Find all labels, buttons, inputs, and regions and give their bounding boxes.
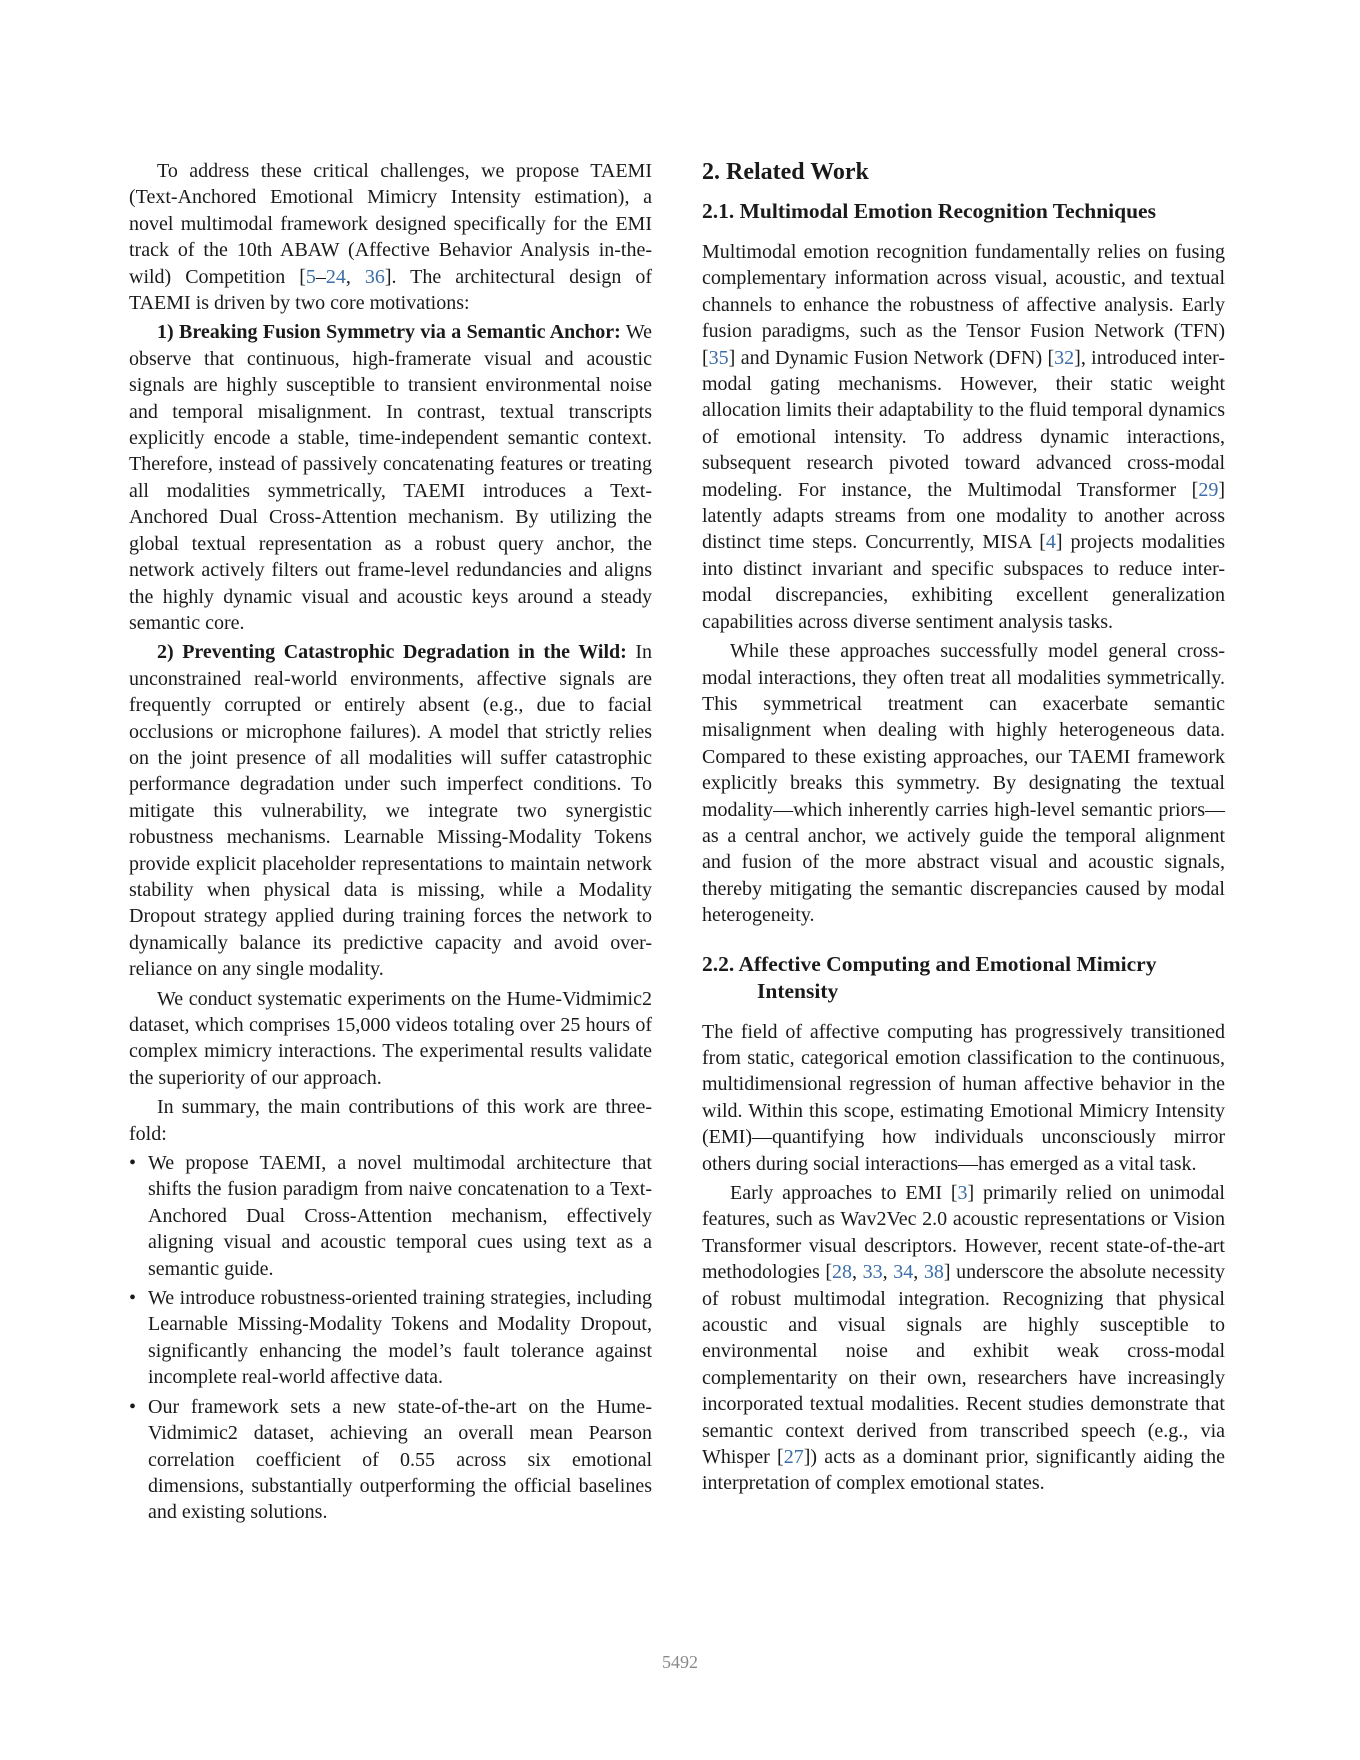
text: ], introduced inter-modal gating mechanisms. However, their static weight allocation limits their adaptability to the fluid temporal dynamics of emotional intensity. To address dynamic interactions, subsequent research pivoted toward advanced cross-modal modeling. For instance, the Multimodal Transformer [ <box>702 346 1225 501</box>
text: To address these critical challenges, we propose TAEMI (Text-Anchored Emotional Mimicry Intensity estimation), a novel multimodal framework designed specifically for the EMI track of the 10th ABAW (Affective Behavior Analysis in-the-wild) Competition [ <box>129 160 652 288</box>
right-column <box>702 158 1225 1497</box>
citation-link[interactable]: 5 <box>305 265 316 288</box>
motivation-1-heading: 1) Breaking Fusion Symmetry via a Semantic Anchor: <box>157 321 621 344</box>
text: ] underscore the absolute necessity of robust multimodal integration. Recognizing that physical acoustic and visual signals are highly susceptible to environmental noise and exhibit weak cross-modal complementarity on their own, researchers have increasingly incorporated textual modalities. Recent studies demonstrate that semantic context derived from transcribed speech (e.g., via Whisper [ <box>702 1261 1226 1469</box>
list-item <box>129 1394 652 1526</box>
text: We observe that continuous, high-framerate visual and acoustic signals are highly susceptible to transient environmental noise and temporal misalignment. In contrast, textual transcripts explicitly encode a stable, time-independent semantic context. Therefore, instead of passively concatenating features or treating all modalities symmetrically, TAEMI introduces a Text-Anchored Dual Cross-Attention mechanism. By utilizing the global textual representation as a robust query anchor, the network actively filters out frame-level redundancies and aligns the highly dynamic visual and acoustic keys around a steady semantic core. <box>129 321 652 634</box>
section-heading: 2. Related Work <box>702 159 869 185</box>
motivation-2-heading: 2) Preventing Catastrophic Degradation in the Wild: <box>157 641 627 664</box>
contributions-list <box>129 1150 652 1526</box>
text: , <box>345 265 365 288</box>
text: Multimodal emotion recognition fundamentally relies on fusing complementary information across visual, acoustic, and textual channels to enhance the robustness of affective analysis. Early fusion paradigms, such as the Tensor Fusion Network (TFN) [ <box>702 241 1225 369</box>
symmetry-paragraph: While these approaches successfully model general cross-modal interactions, they often treat all modalities symmetrically. This symmetrical treatment can exacerbate semantic misalignment when dealing with highly heterogeneous data. Compared to these existing approaches, our TAEMI framework explicitly breaks this symmetry. By designating the textual modality—which inherently carries high-level semantic priors—as a central anchor, we actively guide the temporal alignment and fusion of the more abstract visual and acoustic signals, thereby mitigating the semantic discrepancies caused by modal heterogeneity. <box>702 640 1225 927</box>
intro-paragraph <box>129 158 652 316</box>
citation-link[interactable]: 33 <box>862 1261 883 1284</box>
citation-link[interactable]: 29 <box>1198 478 1219 501</box>
citation-link[interactable]: 36 <box>364 265 385 288</box>
citation-link[interactable]: 4 <box>1045 531 1056 554</box>
emi-approaches-paragraph <box>702 1180 1225 1497</box>
text: ] projects modalities into distinct invariant and specific subspaces to reduce inter-modal discrepancies, exhibiting excellent generalization capabilities across diverse sentiment analysis tasks. <box>702 531 1225 633</box>
experiments-paragraph: We conduct systematic experiments on the Hume-Vidmimic2 dataset, which comprises 15,000 videos totaling over 25 hours of complex mimicry interactions. The experimental results validate the superiority of our approach. <box>129 987 652 1089</box>
subsection-heading: 2.1. Multimodal Emotion Recognition Techniques <box>702 199 1156 223</box>
text: ] latently adapts streams from one modality to another across distinct time steps. Concurrently, MISA [ <box>702 478 1225 554</box>
citation-link[interactable]: 38 <box>923 1261 944 1284</box>
subsection-heading: 2.2. Affective Computing and Emotional Mimicry Intensity <box>702 951 1157 1003</box>
bullet-icon: • <box>129 1395 137 1418</box>
text: We introduce robustness-oriented training strategies, including Learnable Missing-Modality Tokens and Modality Dropout, significantly enhancing the model’s fault tolerance against incomplete real-world affective data. <box>148 1287 652 1389</box>
text: Our framework sets a new state-of-the-art on the Hume-Vidmimic2 dataset, achieving an overall mean Pearson correlation coefficient of 0.55 across six emotional dimensions, substantially outperforming the official baselines and existing solutions. <box>148 1395 652 1524</box>
affective-computing-paragraph: The field of affective computing has progressively transitioned from static, categorical emotion classification to the continuous, multidimensional regression of human affective behavior in the wild. Within this scope, estimating Emotional Mimicry Intensity (EMI)—quantifying how individuals unconsciously mirror others during social interactions—has emerged as a vital task. <box>702 1020 1225 1175</box>
text: , <box>913 1261 924 1284</box>
text: ] and Dynamic Fusion Network (DFN) [ <box>728 346 1055 369</box>
text: ] primarily relied on unimodal features, such as Wav2Vec 2.0 acoustic representations or Vision Transformer visual descriptors. However, recent state-of-the-art methodologies [ <box>702 1182 1225 1284</box>
citation-link[interactable]: 32 <box>1054 346 1075 369</box>
text: In unconstrained real-world environments, affective signals are frequently corrupted or entirely absent (e.g., due to facial occlusions or microphone failures). A model that strictly relies on the joint presence of all modalities will suffer catastrophic performance degradation under such imperfect conditions. To mitigate this vulnerability, we integrate two synergistic robustness mechanisms. Learnable Missing-Modality Tokens provide explicit placeholder representations to maintain network stability when physical data is missing, while a Modality Dropout strategy applied during training forces the network to dynamically balance its predictive capacity and avoid over-reliance on any single modality. <box>129 641 652 981</box>
citation-link[interactable]: 35 <box>708 346 729 369</box>
text: , <box>882 1261 894 1284</box>
citation-link[interactable]: 24 <box>325 265 346 288</box>
list-item <box>129 1285 652 1391</box>
multimodal-techniques-paragraph <box>702 239 1225 635</box>
citation-link[interactable]: 3 <box>957 1182 968 1204</box>
motivation-2-paragraph <box>129 639 652 982</box>
text: , <box>852 1261 863 1284</box>
citation-link[interactable]: 27 <box>783 1446 804 1469</box>
text: We propose TAEMI, a novel multimodal architecture that shifts the fusion paradigm from naive concatenation to a Text-Anchored Dual Cross-Attention mechanism, effectively aligning visual and acoustic temporal cues using text as a semantic guide. <box>148 1152 652 1280</box>
citation-link[interactable]: 34 <box>893 1261 914 1284</box>
citation-link[interactable]: 28 <box>832 1261 853 1284</box>
bullet-icon: • <box>129 1287 137 1310</box>
list-item <box>129 1150 652 1282</box>
text: – <box>315 265 326 288</box>
summary-paragraph: In summary, the main contributions of this work are three-fold: <box>129 1096 652 1145</box>
page-number: 5492 <box>662 1652 698 1672</box>
bullet-icon: • <box>129 1152 137 1175</box>
text: ]) acts as a dominant prior, significantly aiding the interpretation of complex emotional states. <box>702 1446 1225 1495</box>
motivation-1-paragraph <box>129 319 652 636</box>
text: ]. The architectural design of TAEMI is driven by two core motivations: <box>129 265 653 315</box>
text: Early approaches to EMI [ <box>730 1182 958 1204</box>
left-column <box>129 158 652 1529</box>
